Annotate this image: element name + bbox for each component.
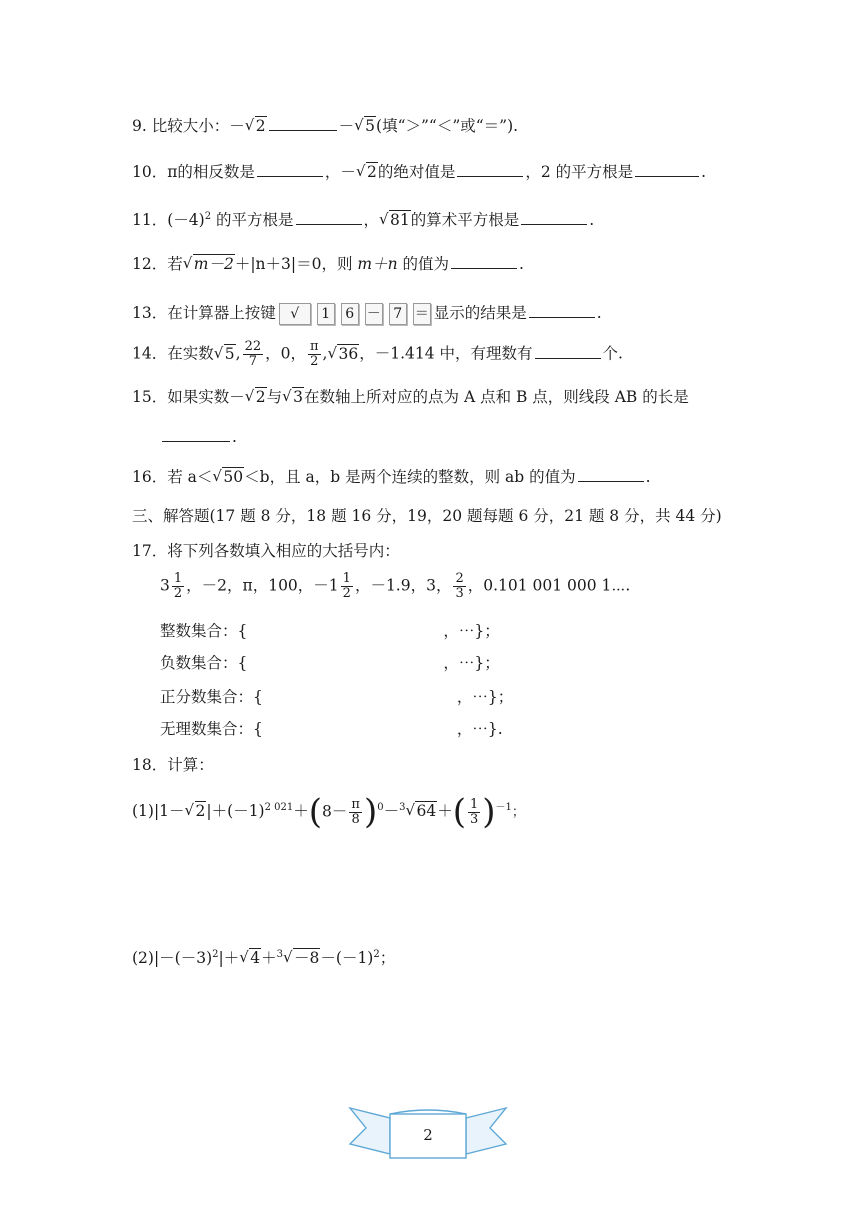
- question-15-cont: .: [160, 426, 237, 448]
- fraction: $\frac{22}{7}$: [244, 339, 262, 369]
- question-15: 15．如果实数－√ 2与√ 3在数轴上所对应的点为 A 点和 B 点，则线段 AB 的长是: [132, 386, 689, 408]
- answer-blank[interactable]: [451, 253, 517, 269]
- set-negatives: 负数集合：{ ，⋯}；: [160, 654, 500, 672]
- calculator-key-6: 6: [341, 303, 359, 325]
- question-18-part-2: $(2)|-(-3)^2|+√$ $4+^3√ -8-(-1)^2$；: [132, 944, 395, 969]
- question-17-title: 17．将下列各数填入相应的大括号内：: [132, 542, 400, 560]
- set-irrationals: 无理数集合：{ ，⋯}.: [160, 720, 503, 738]
- answer-blank[interactable]: [521, 209, 587, 225]
- answer-blank[interactable]: [578, 466, 644, 482]
- calculator-key-minus: －: [365, 303, 383, 325]
- answer-blank[interactable]: [529, 302, 595, 318]
- answer-blank[interactable]: [162, 426, 230, 442]
- answer-blank[interactable]: [269, 115, 337, 131]
- section-3-heading: 三、解答题(17 题 8 分，18 题 16 分，19，20 题每题 6 分，21 题 8 分，共 44 分): [132, 507, 722, 525]
- calculator-key-sqrt: √: [279, 303, 311, 325]
- calculator-key-equals: ＝: [413, 303, 431, 325]
- question-14: 14．在实数√ 5, $\frac{22}{7}$ ，0， $\frac{\pi}{2}$ ,√ 36，－1.414 中，有理数有 个.: [132, 340, 623, 369]
- answer-blank[interactable]: [535, 343, 601, 359]
- answer-blank[interactable]: [296, 209, 362, 225]
- page-number-banner: [348, 1104, 508, 1164]
- page-number: 2: [423, 1126, 433, 1144]
- set-integers: 整数集合：{ ，⋯}；: [160, 622, 500, 640]
- question-9: 9. 比较大小：－√ 2 －√ 5(填“＞”“＜”或“＝”).: [132, 115, 518, 137]
- question-18-part-1: (1)|1－√ $2|+(-1)^{2 021}+(8-$ $\frac{\pi}{8}$ )$^0$－$^3$√ 64＋( $\frac{1}{3}$ )$^{-1}$；: [132, 790, 525, 831]
- fraction: $\frac{\pi}{2}$: [309, 339, 319, 369]
- calculator-key-1: 1: [317, 303, 335, 325]
- question-10: 10．π的相反数是 ，－√ 2的绝对值是 ，2 的平方根是 .: [132, 161, 706, 183]
- answer-blank[interactable]: [635, 161, 699, 177]
- set-positive-fractions: 正分数集合：{ ，⋯}；: [160, 688, 514, 706]
- answer-blank[interactable]: [457, 161, 523, 177]
- calculator-key-7: 7: [389, 303, 407, 325]
- question-16: 16．若 a＜√ 50＜b，且 a，b 是两个连续的整数，则 ab 的值为 .: [132, 466, 651, 488]
- question-12: 12．若√ m－2＋|n＋3|＝0，则 m＋n 的值为 .: [132, 253, 524, 275]
- question-17-numbers: 3 $\frac{1}{2}$ ，－2，π，100，－1 $\frac{1}{2}$ ，－1.9，3， $\frac{2}{3}$ ，0.101 001 000 1⋯.: [160, 571, 631, 601]
- question-13: 13．在计算器上按键 √ 1 6 － 7 ＝ 显示的结果是 .: [132, 302, 602, 325]
- question-18-title: 18．计算：: [132, 756, 214, 774]
- answer-blank[interactable]: [257, 161, 323, 177]
- question-11: 11．$(-4)^2$ 的平方根是 ，√ 81的算术平方根是 .: [132, 206, 594, 231]
